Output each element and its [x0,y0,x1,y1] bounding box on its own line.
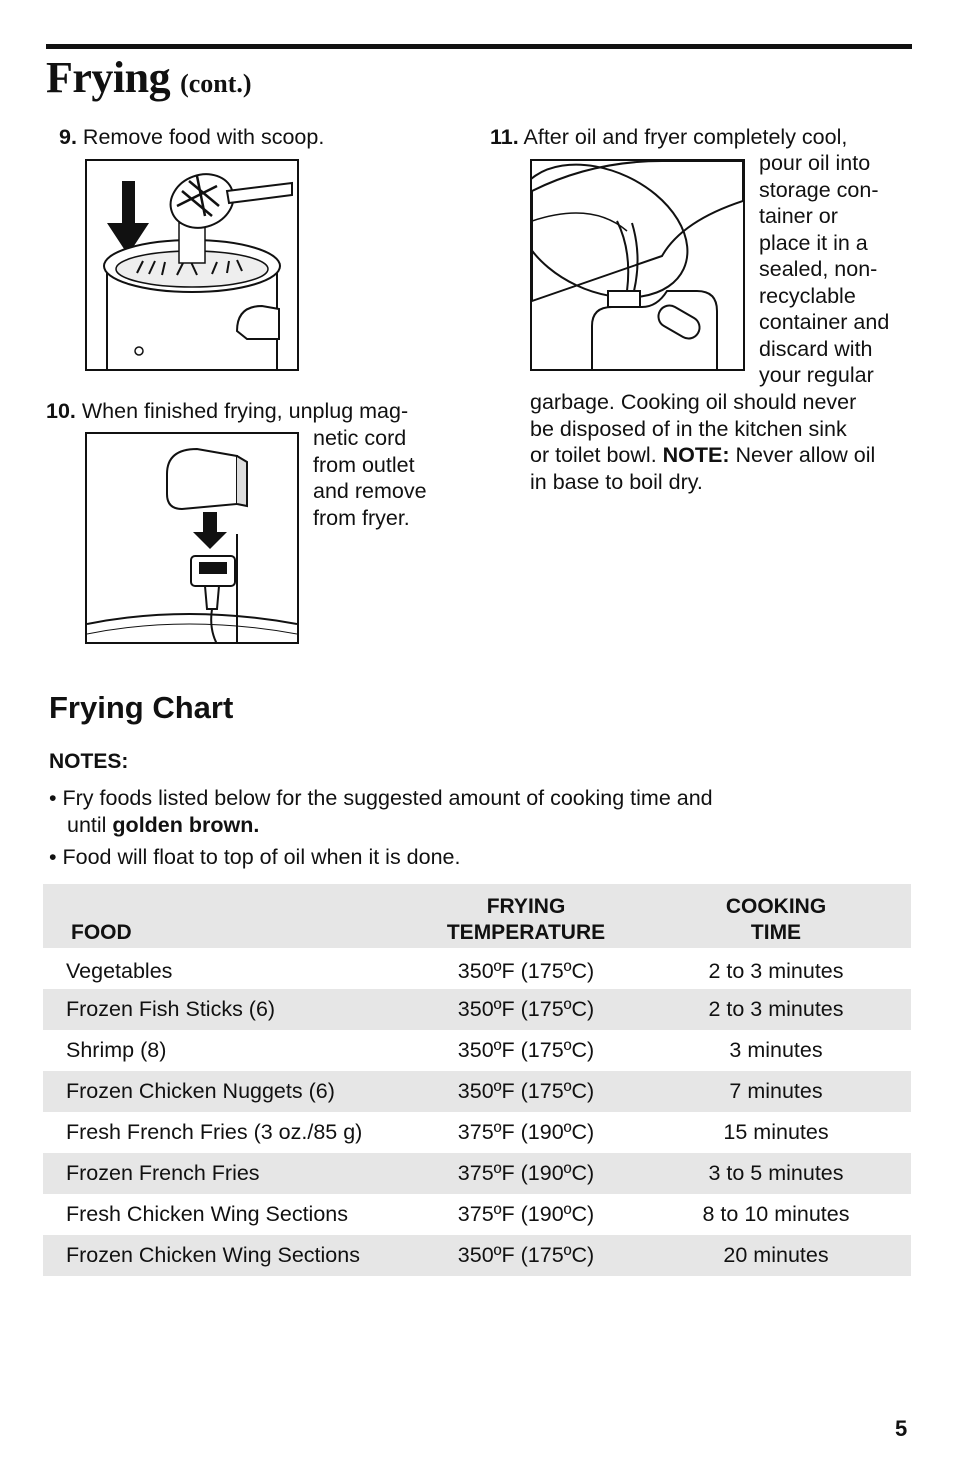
table-row [43,1112,911,1153]
unplug-illustration [85,432,299,644]
step-10-wrap [313,425,427,531]
cell-temp: 350ºF (175ºC) [457,997,595,1021]
step-11-line1: After oil and fryer completely cool, [523,125,848,149]
step-11-note-post: Never allow oil [729,443,876,467]
scoop-illustration [85,159,299,371]
table-header-row [43,884,911,948]
step-10-line: from outlet [313,452,415,477]
step-11-side-line: storage con- [759,177,879,202]
step-11-number: 11. [490,125,519,149]
note-1-line2-pre: until [67,813,113,837]
table-row [43,1235,911,1276]
notes-heading: NOTES: [49,750,129,773]
step-11-side-line: discard with [759,336,873,361]
table-row [43,1153,911,1194]
step-10-line: from fryer. [313,505,410,530]
cell-time: 20 minutes [723,1243,829,1267]
cell-food: Frozen Fish Sticks (6) [66,997,276,1021]
cell-time: 8 to 10 minutes [702,1202,850,1226]
header-food: FOOD [71,921,132,944]
note-1-line2 [49,812,713,839]
step-11-side-line: place it in a [759,230,868,255]
step-10-line: and remove [313,479,427,503]
cell-temp: 350ºF (175ºC) [457,1079,595,1103]
step-11-side-line: pour oil into [759,151,871,175]
header-time-l2: TIME [750,921,802,944]
cell-food: Shrimp (8) [66,1038,167,1062]
step-9 [59,124,324,151]
header-time-l1: COOKING [725,895,827,918]
header-rule [46,44,912,49]
step-11-side-line: sealed, non- [759,257,878,281]
table-row [43,989,911,1030]
step-10-line: netic cord [313,426,407,450]
cell-food: Frozen French Fries [66,1161,260,1185]
table-row [43,1194,911,1235]
cell-food: Frozen Chicken Wing Sections [66,1243,360,1267]
step-10 [46,398,408,425]
cell-time: 2 to 3 minutes [708,997,844,1021]
cell-temp: 350ºF (175ºC) [457,1243,595,1267]
cell-food: Frozen Chicken Nuggets (6) [66,1079,335,1103]
cell-temp: 375ºF (190ºC) [457,1202,595,1226]
cell-food: Fresh French Fries (3 oz./85 g) [66,1120,363,1144]
step-11-side-line: tainer or [759,204,838,228]
step-11-note-label: NOTE: [662,443,730,467]
cell-temp: 375ºF (190ºC) [457,1120,595,1144]
cell-time: 2 to 3 minutes [708,958,844,983]
note-1-line1: • Fry foods listed below for the suggested amount of cooking time and [49,786,713,810]
cell-temp: 375ºF (190ºC) [457,1161,595,1185]
step-11-bottom-line: be disposed of in the kitchen sink [530,416,847,441]
header-temperature [411,884,641,948]
cell-food: Vegetables [66,958,173,983]
table-row [43,1030,911,1071]
header-time [641,884,911,948]
page-number: 5 [895,1416,908,1441]
header-temp-l2: TEMPERATURE [446,921,606,944]
frying-chart-table [43,884,911,1276]
table-row [43,948,911,989]
note-1 [49,785,713,839]
step-11-note-line [530,442,875,469]
cell-temp: 350ºF (175ºC) [457,1038,595,1062]
cell-temp: 350ºF (175ºC) [457,958,595,983]
step-10-number: 10. [46,399,76,423]
title-main: Frying [46,53,171,102]
note-2: • Food will float to top of oil when it is done. [49,845,461,869]
cell-time: 3 to 5 minutes [708,1161,844,1185]
cell-time: 3 minutes [729,1038,823,1062]
frying-chart-title: Frying Chart [49,690,234,725]
step-11-bottom-line: garbage. Cooking oil should never [530,390,857,414]
step-11-side-line: recyclable [759,283,856,308]
header-temp-l1: FRYING [486,895,566,918]
page-title [46,52,252,103]
step-11-side-text [759,150,889,389]
pour-oil-illustration [530,159,745,371]
step-11-final-line: in base to boil dry. [530,469,703,494]
table-row [43,1071,911,1112]
step-10-line1: When finished frying, unplug mag- [81,399,409,423]
step-9-number: 9. [59,125,77,149]
step-11-side-line: container and [759,310,890,334]
step-11-side-line: your regular [759,363,874,387]
cell-time: 15 minutes [723,1120,829,1144]
step-11-note-pre: or toilet bowl. [530,443,663,467]
note-1-line2-bold: golden brown. [112,813,260,837]
cell-time: 7 minutes [729,1079,823,1103]
cell-food: Fresh Chicken Wing Sections [66,1202,348,1226]
step-9-text: Remove food with scoop. [82,125,325,149]
step-11 [490,124,847,151]
step-11-bottom-text [530,389,875,495]
title-sub: (cont.) [180,69,252,98]
